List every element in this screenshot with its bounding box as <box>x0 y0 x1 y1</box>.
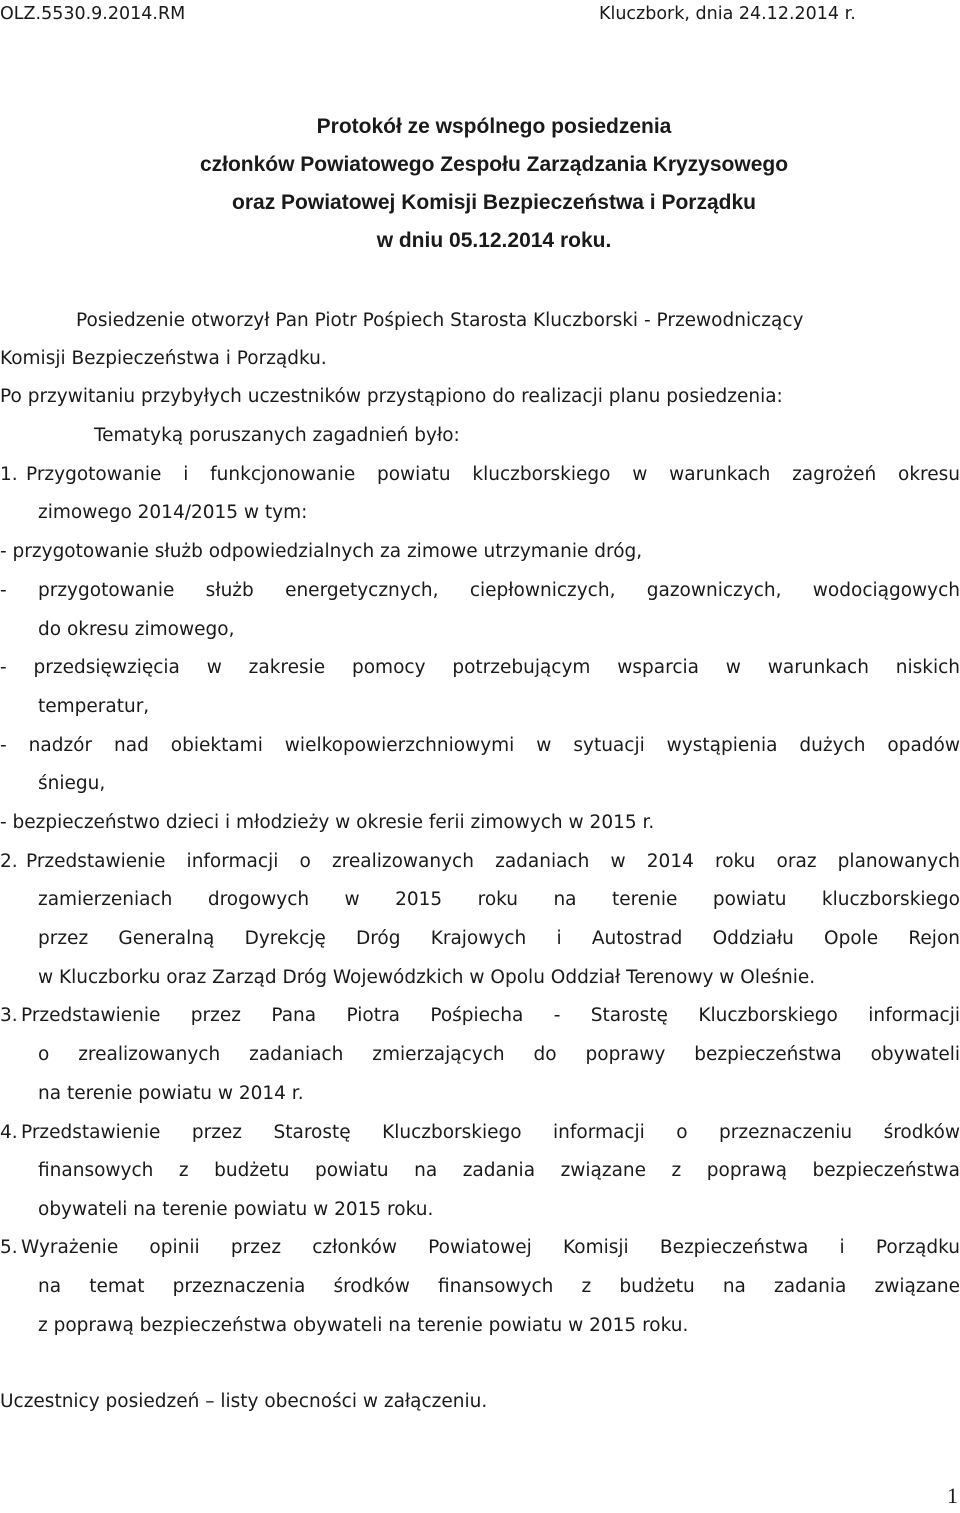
agenda-item-3-line-2: o zrealizowanych zadaniach zmierzających do poprawy bezpieczeństwa obywateli <box>38 1044 960 1065</box>
agenda-item-2-line-1: Przedstawienie informacji o zrealizowanych zadaniach w 2014 roku oraz planowanych <box>26 851 960 872</box>
closing-note: Uczestnicy posiedzeń – listy obecności w załączeniu. <box>0 1391 488 1412</box>
title-line-3: oraz Powiatowej Komisji Bezpieczeństwa i Porządku <box>232 191 756 214</box>
intro-paragraph-1-line-1: Posiedzenie otworzył Pan Piotr Pośpiech Starosta Kluczborski - Przewodniczący <box>76 310 804 331</box>
agenda-item-2-line-2: zamierzeniach drogowych w 2015 roku na terenie powiatu kluczborskiego <box>38 889 960 910</box>
agenda-item-5-line-2: na temat przeznaczenia środków finansowych z budżetu na zadania związane <box>38 1276 960 1297</box>
agenda-item-number: 2. <box>0 851 18 872</box>
agenda-item-4-line-3: obywateli na terenie powiatu w 2015 roku. <box>38 1199 434 1220</box>
bullet-2-line-2: do okresu zimowego, <box>38 619 235 640</box>
agenda-item-1-line-2: zimowego 2014/2015 w tym: <box>38 502 308 523</box>
bullet-3-line-1: - przedsięwzięcia w zakresie pomocy potrzebującym wsparcia w warunkach niskich <box>0 657 960 678</box>
agenda-item-3-line-1: Przedstawienie przez Pana Piotra Pośpiecha - Starostę Kluczborskiego informacji <box>21 1005 960 1026</box>
place-and-date: Kluczbork, dnia 24.12.2014 r. <box>599 4 856 24</box>
bullet-4-line-1: - nadzór nad obiektami wielkopowierzchniowymi w sytuacji wystąpienia dużych opadów <box>0 735 960 756</box>
agenda-item-5-line-3: z poprawą bezpieczeństwa obywateli na terenie powiatu w 2015 roku. <box>38 1315 689 1336</box>
page-number: 1 <box>947 1483 958 1508</box>
agenda-item-4-line-2: finansowych z budżetu powiatu na zadania związane z poprawą bezpieczeństwa <box>38 1160 960 1181</box>
reference-number: OLZ.5530.9.2014.RM <box>0 4 186 24</box>
title-line-4: w dniu 05.12.2014 roku. <box>376 229 612 252</box>
agenda-item-2-line-4: w Kluczborku oraz Zarząd Dróg Wojewódzkich w Opolu Oddział Terenowy w Oleśnie. <box>38 967 816 988</box>
title-line-1: Protokół ze wspólnego posiedzenia <box>316 115 672 138</box>
agenda-item-number: 1. <box>0 464 18 485</box>
intro-paragraph-2-line-1: Po przywitaniu przybyłych uczestników przystąpiono do realizacji planu posiedzenia: <box>0 386 783 407</box>
agenda-item-1-line-1: Przygotowanie i funkcjonowanie powiatu kluczborskiego w warunkach zagrożeń okresu <box>26 464 960 485</box>
agenda-item-number: 3. <box>0 1005 18 1026</box>
bullet-3-line-2: temperatur, <box>38 696 150 717</box>
bullet-2-line-1: - przygotowanie służb energetycznych, ciepłowniczych, gazowniczych, wodociągowych <box>0 580 960 601</box>
agenda-item-3-line-3: na terenie powiatu w 2014 r. <box>38 1083 304 1104</box>
agenda-item-number: 5. <box>0 1237 18 1258</box>
intro-paragraph-1-line-2: Komisji Bezpieczeństwa i Porządku. <box>0 348 327 369</box>
agenda-item-4-line-1: Przedstawienie przez Starostę Kluczborskiego informacji o przeznaczeniu środków <box>21 1122 960 1143</box>
bullet-5: - bezpieczeństwo dzieci i młodzieży w okresie ferii zimowych w 2015 r. <box>0 812 655 833</box>
title-line-2: członków Powiatowego Zespołu Zarządzania Kryzysowego <box>199 153 789 176</box>
agenda-item-5-line-1: Wyrażenie opinii przez członków Powiatowej Komisji Bezpieczeństwa i Porządku <box>21 1237 960 1258</box>
agenda-item-number: 4. <box>0 1122 18 1143</box>
bullet-1: - przygotowanie służb odpowiedzialnych za zimowe utrzymanie dróg, <box>0 541 643 562</box>
bullet-4-line-2: śniegu, <box>38 773 106 794</box>
agenda-item-2-line-3: przez Generalną Dyrekcję Dróg Krajowych i Autostrad Oddziału Opole Rejon <box>38 928 960 949</box>
intro-paragraph-2-line-2: Tematyką poruszanych zagadnień było: <box>94 425 460 446</box>
